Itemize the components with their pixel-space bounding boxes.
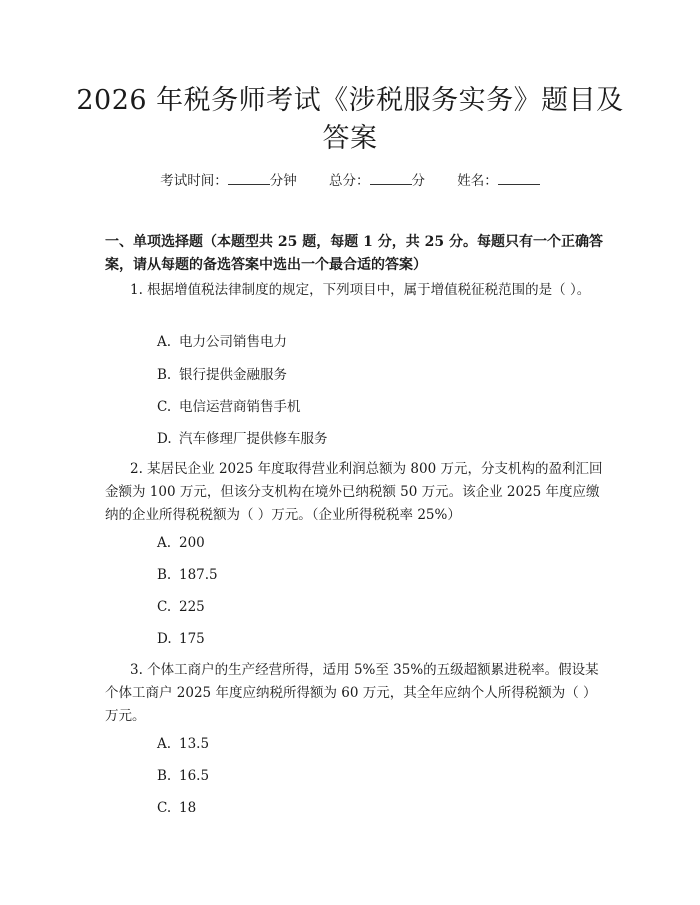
question-1-option-c bbox=[157, 398, 301, 416]
total-score-blank bbox=[370, 170, 412, 185]
question-1-option-d bbox=[157, 430, 328, 448]
option-letter: A. bbox=[157, 736, 172, 752]
option-letter: C. bbox=[157, 599, 172, 615]
option-text: 汽车修理厂提供修车服务 bbox=[179, 431, 328, 447]
option-letter: D. bbox=[157, 631, 172, 647]
question-3-stem: 3. 个体工商户的生产经营所得，适用 5%至 35%的五级超额累进税率。假设某个体工商户 2025 年度应纳税所得额为 60 万元，其全年应纳个人所得税额为（ ）万元。 bbox=[105, 662, 599, 724]
question-2-stem: 2. 某居民企业 2025 年度取得营业利润总额为 800 万元，分支机构的盈利汇回金额为 100 万元，但该分支机构在境外已纳税额 50 万元。该企业 2025 年度应缴纳的企业所得税税额为（ ）万元。（企业所得税税率 25%） bbox=[105, 461, 603, 523]
option-text: 13.5 bbox=[179, 736, 210, 752]
exam-time-blank bbox=[228, 170, 270, 185]
name-label: 姓名： bbox=[457, 173, 498, 189]
option-letter: B. bbox=[157, 567, 172, 583]
question-3-option-c bbox=[157, 799, 196, 817]
question-2-option-a bbox=[157, 534, 205, 552]
document-title-line1: 2026 年税务师考试《涉税服务实务》题目及 bbox=[76, 85, 624, 116]
option-text: 200 bbox=[179, 535, 205, 551]
option-letter: C. bbox=[157, 800, 172, 816]
option-text: 16.5 bbox=[179, 768, 210, 784]
question-2-option-d bbox=[157, 630, 205, 648]
name-blank bbox=[498, 170, 540, 185]
question-2-option-c bbox=[157, 598, 205, 616]
name-field bbox=[457, 170, 540, 191]
question-1-stem: 1. 根据增值税法律制度的规定，下列项目中，属于增值税征税范围的是（ ）。 bbox=[130, 282, 591, 298]
total-score-field bbox=[329, 170, 425, 191]
exam-time-label: 考试时间： bbox=[160, 173, 228, 189]
option-text: 187.5 bbox=[179, 567, 218, 583]
question-1-option-b bbox=[157, 366, 287, 384]
option-letter: B. bbox=[157, 768, 172, 784]
option-text: 225 bbox=[179, 599, 205, 615]
option-text: 电信运营商销售手机 bbox=[179, 399, 301, 415]
option-text: 电力公司销售电力 bbox=[179, 334, 287, 350]
option-text: 175 bbox=[179, 631, 205, 647]
document-title-line2: 答案 bbox=[322, 123, 378, 154]
option-letter: A. bbox=[157, 334, 172, 350]
question-3-option-a bbox=[157, 735, 209, 753]
question-1-option-a bbox=[157, 333, 287, 351]
option-letter: C. bbox=[157, 399, 172, 415]
question-3-option-b bbox=[157, 767, 209, 785]
option-letter: B. bbox=[157, 367, 172, 383]
exam-time-field bbox=[160, 170, 297, 191]
option-letter: D. bbox=[157, 431, 172, 447]
total-score-unit: 分 bbox=[411, 173, 425, 189]
option-text: 银行提供金融服务 bbox=[179, 367, 287, 383]
question-2-option-b bbox=[157, 566, 218, 584]
exam-info-line bbox=[0, 170, 700, 191]
exam-time-unit: 分钟 bbox=[269, 173, 297, 189]
option-text: 18 bbox=[179, 800, 197, 816]
total-score-label: 总分： bbox=[329, 173, 370, 189]
section-heading: 一、单项选择题（本题型共 25 题，每题 1 分，共 25 分。每题只有一个正确答案，请从每题的备选答案中选出一个最合适的答案） bbox=[105, 234, 603, 273]
option-letter: A. bbox=[157, 535, 172, 551]
